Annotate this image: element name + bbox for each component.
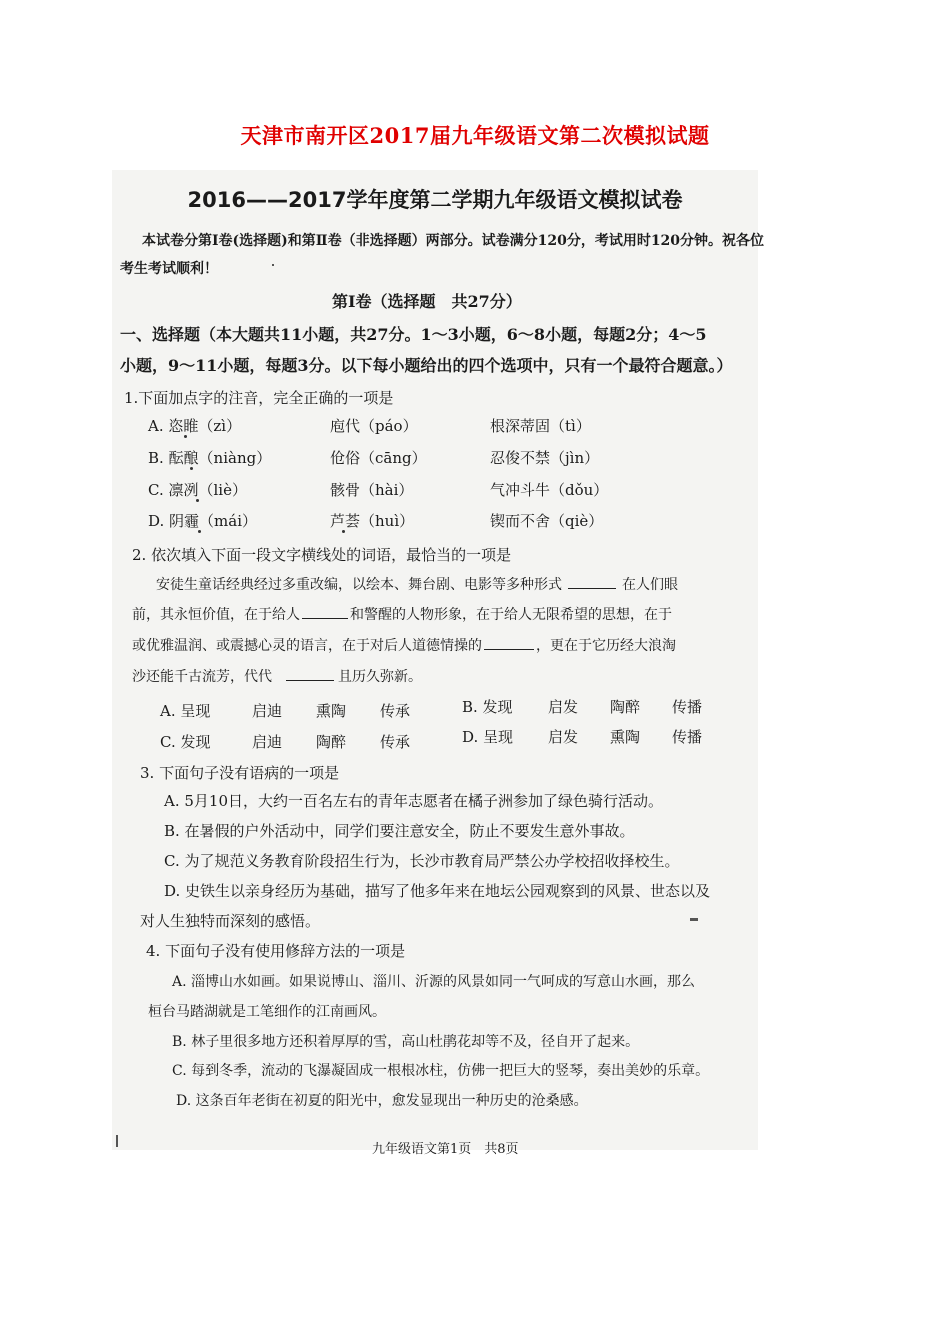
page-footer: 九年级语文第1页 共8页 [372, 1142, 519, 1157]
q2-option-a-2: 启迪 [252, 702, 283, 720]
q3-option-d-line2: 对人生独特而深刻的感悟。 [140, 912, 321, 930]
q2-option-a-3: 熏陶 [316, 702, 347, 720]
q1-option-b-3: 忍俊不禁（jìn） [490, 449, 600, 467]
volume-title: 第Ⅰ卷（选择题 共27分） [332, 292, 522, 311]
q1-option-d-3: 锲而不舍（qiè） [490, 512, 604, 530]
scan-speck [690, 918, 698, 921]
q2-option-b-1: B. 发现 [462, 698, 513, 716]
q2-option-c-3: 陶醉 [316, 733, 347, 751]
q1-option-a-3: 根深蒂固（tì） [490, 417, 591, 435]
q1-option-a-2: 庖代（páo） [330, 417, 418, 435]
emphasis-dot [184, 435, 187, 438]
q3-stem: 3. 下面句子没有语病的一项是 [140, 764, 340, 782]
q2-passage-line4 [132, 666, 422, 686]
section-instructions-line1: 一、选择题（本大题共11小题，共27分。1～3小题，6～8小题，每题2分；4～5 [120, 325, 707, 344]
q4-option-d: D. 这条百年老街在初夏的阳光中，愈发显现出一种历史的沧桑感。 [176, 1093, 588, 1109]
scan-speck [116, 1135, 118, 1147]
scanned-exam-page [112, 170, 765, 1157]
q2-passage-text: 前，其永恒价值，在于给人 [132, 607, 300, 623]
emphasis-dot [342, 530, 345, 533]
q3-option-a: A. 5月10日，大约一百名左右的青年志愿者在橘子洲参加了绿色骑行活动。 [164, 792, 664, 810]
q1-option-c-1: C. 凛冽（liè） [148, 481, 247, 499]
q2-blank-3 [484, 635, 534, 650]
q2-option-a-1: A. 呈现 [160, 702, 211, 720]
scan-speck [272, 264, 274, 266]
q3-option-c: C. 为了规范义务教育阶段招生行为，长沙市教育局严禁公办学校招收择校生。 [164, 852, 680, 870]
section-instructions-line2: 小题，9～11小题，每题3分。以下每小题给出的四个选项中，只有一个最符合题意。） [120, 356, 733, 375]
q4-stem: 4. 下面句子没有使用修辞方法的一项是 [146, 942, 406, 960]
q2-option-c-4: 传承 [380, 733, 411, 751]
q4-option-c: C. 每到冬季，流动的飞瀑凝固成一根根冰柱，仿佛一把巨大的竖琴，奏出美妙的乐章。 [172, 1063, 710, 1079]
exam-title-years: 2016——2017 [187, 188, 347, 212]
q2-option-a-4: 传承 [380, 702, 411, 720]
q1-option-b-2: 伧俗（cāng） [330, 449, 427, 467]
q2-option-b-2: 启发 [548, 698, 579, 716]
q4-option-a-line2: 桓台马踏湖就是工笔细作的江南画风。 [148, 1004, 386, 1020]
q2-option-c-1: C. 发现 [160, 733, 211, 751]
exam-title-rest: 学年度第二学期九年级语文模拟试卷 [346, 187, 683, 212]
q2-option-d-2: 启发 [548, 728, 579, 746]
q2-passage-text: 安徒生童话经典经过多重改编，以绘本、舞台剧、电影等多种形式 [156, 577, 562, 593]
q1-stem: 1.下面加点字的注音，完全正确的一项是 [124, 389, 394, 407]
q4-option-b: B. 林子里很多地方还积着厚厚的雪，高山杜鹃花却等不及，径自开了起来。 [172, 1034, 640, 1050]
q1-option-d-1: D. 阴霾（mái） [148, 512, 257, 530]
q1-option-a-1: A. 恣睢（zì） [148, 417, 242, 435]
q2-option-c-2: 启迪 [252, 733, 283, 751]
q2-blank-2 [302, 604, 348, 619]
q2-blank-4 [286, 666, 334, 681]
q2-passage-text: 在人们眼 [622, 577, 678, 593]
q3-option-d-line1: D. 史铁生以亲身经历为基础，描写了他多年来在地坛公园观察到的风景、世态以及 [164, 882, 711, 900]
q3-option-b: B. 在暑假的户外活动中，同学们要注意安全，防止不要发生意外事故。 [164, 822, 635, 840]
q1-option-c-2: 骸骨（hài） [330, 481, 414, 499]
emphasis-dot [196, 499, 199, 502]
q4-option-a-line1: A. 淄博山水如画。如果说博山、淄川、沂源的风景如同一气呵成的写意山水画，那么 [172, 974, 696, 990]
emphasis-dot [190, 467, 193, 470]
q2-option-b-4: 传播 [672, 698, 703, 716]
q2-option-d-3: 熏陶 [610, 728, 641, 746]
q2-passage-line3 [132, 635, 676, 655]
q2-passage-text: 或优雅温润、或震撼心灵的语言，在于对后人道德情操的 [132, 638, 482, 654]
q2-stem: 2. 依次填入下面一段文字横线处的词语，最恰当的一项是 [132, 546, 512, 564]
q2-option-d-4: 传播 [672, 728, 703, 746]
q2-passage-text: ，更在于它历经大浪淘 [536, 638, 676, 654]
q1-option-d-2: 芦荟（huì） [330, 512, 415, 530]
exam-intro-line1: 本试卷分第Ⅰ卷(选择题)和第Ⅱ卷（非选择题）两部分。试卷满分120分，考试用时120分钟。祝各位 [142, 233, 765, 249]
q2-blank-1 [568, 574, 616, 589]
q2-passage-text: 沙还能千古流芳，代代 [132, 669, 272, 685]
emphasis-dot [198, 530, 201, 533]
exam-title [112, 184, 758, 214]
q2-passage-line1 [156, 574, 678, 594]
q2-passage-text: 和警醒的人物形象，在于给人无限希望的思想，在于 [350, 607, 672, 623]
q1-option-b-1: B. 酝酿（niàng） [148, 449, 272, 467]
exam-intro-line2: 考生考试顺利！ [120, 261, 218, 277]
q2-passage-text: 且历久弥新。 [338, 669, 422, 685]
q2-option-b-3: 陶醉 [610, 698, 641, 716]
document-header-title: 天津市南开区2017届九年级语文第二次模拟试题 [240, 123, 710, 148]
q2-passage-line2 [132, 604, 672, 624]
q2-option-d-1: D. 呈现 [462, 728, 514, 746]
q1-option-c-3: 气冲斗牛（dǒu） [490, 481, 609, 499]
